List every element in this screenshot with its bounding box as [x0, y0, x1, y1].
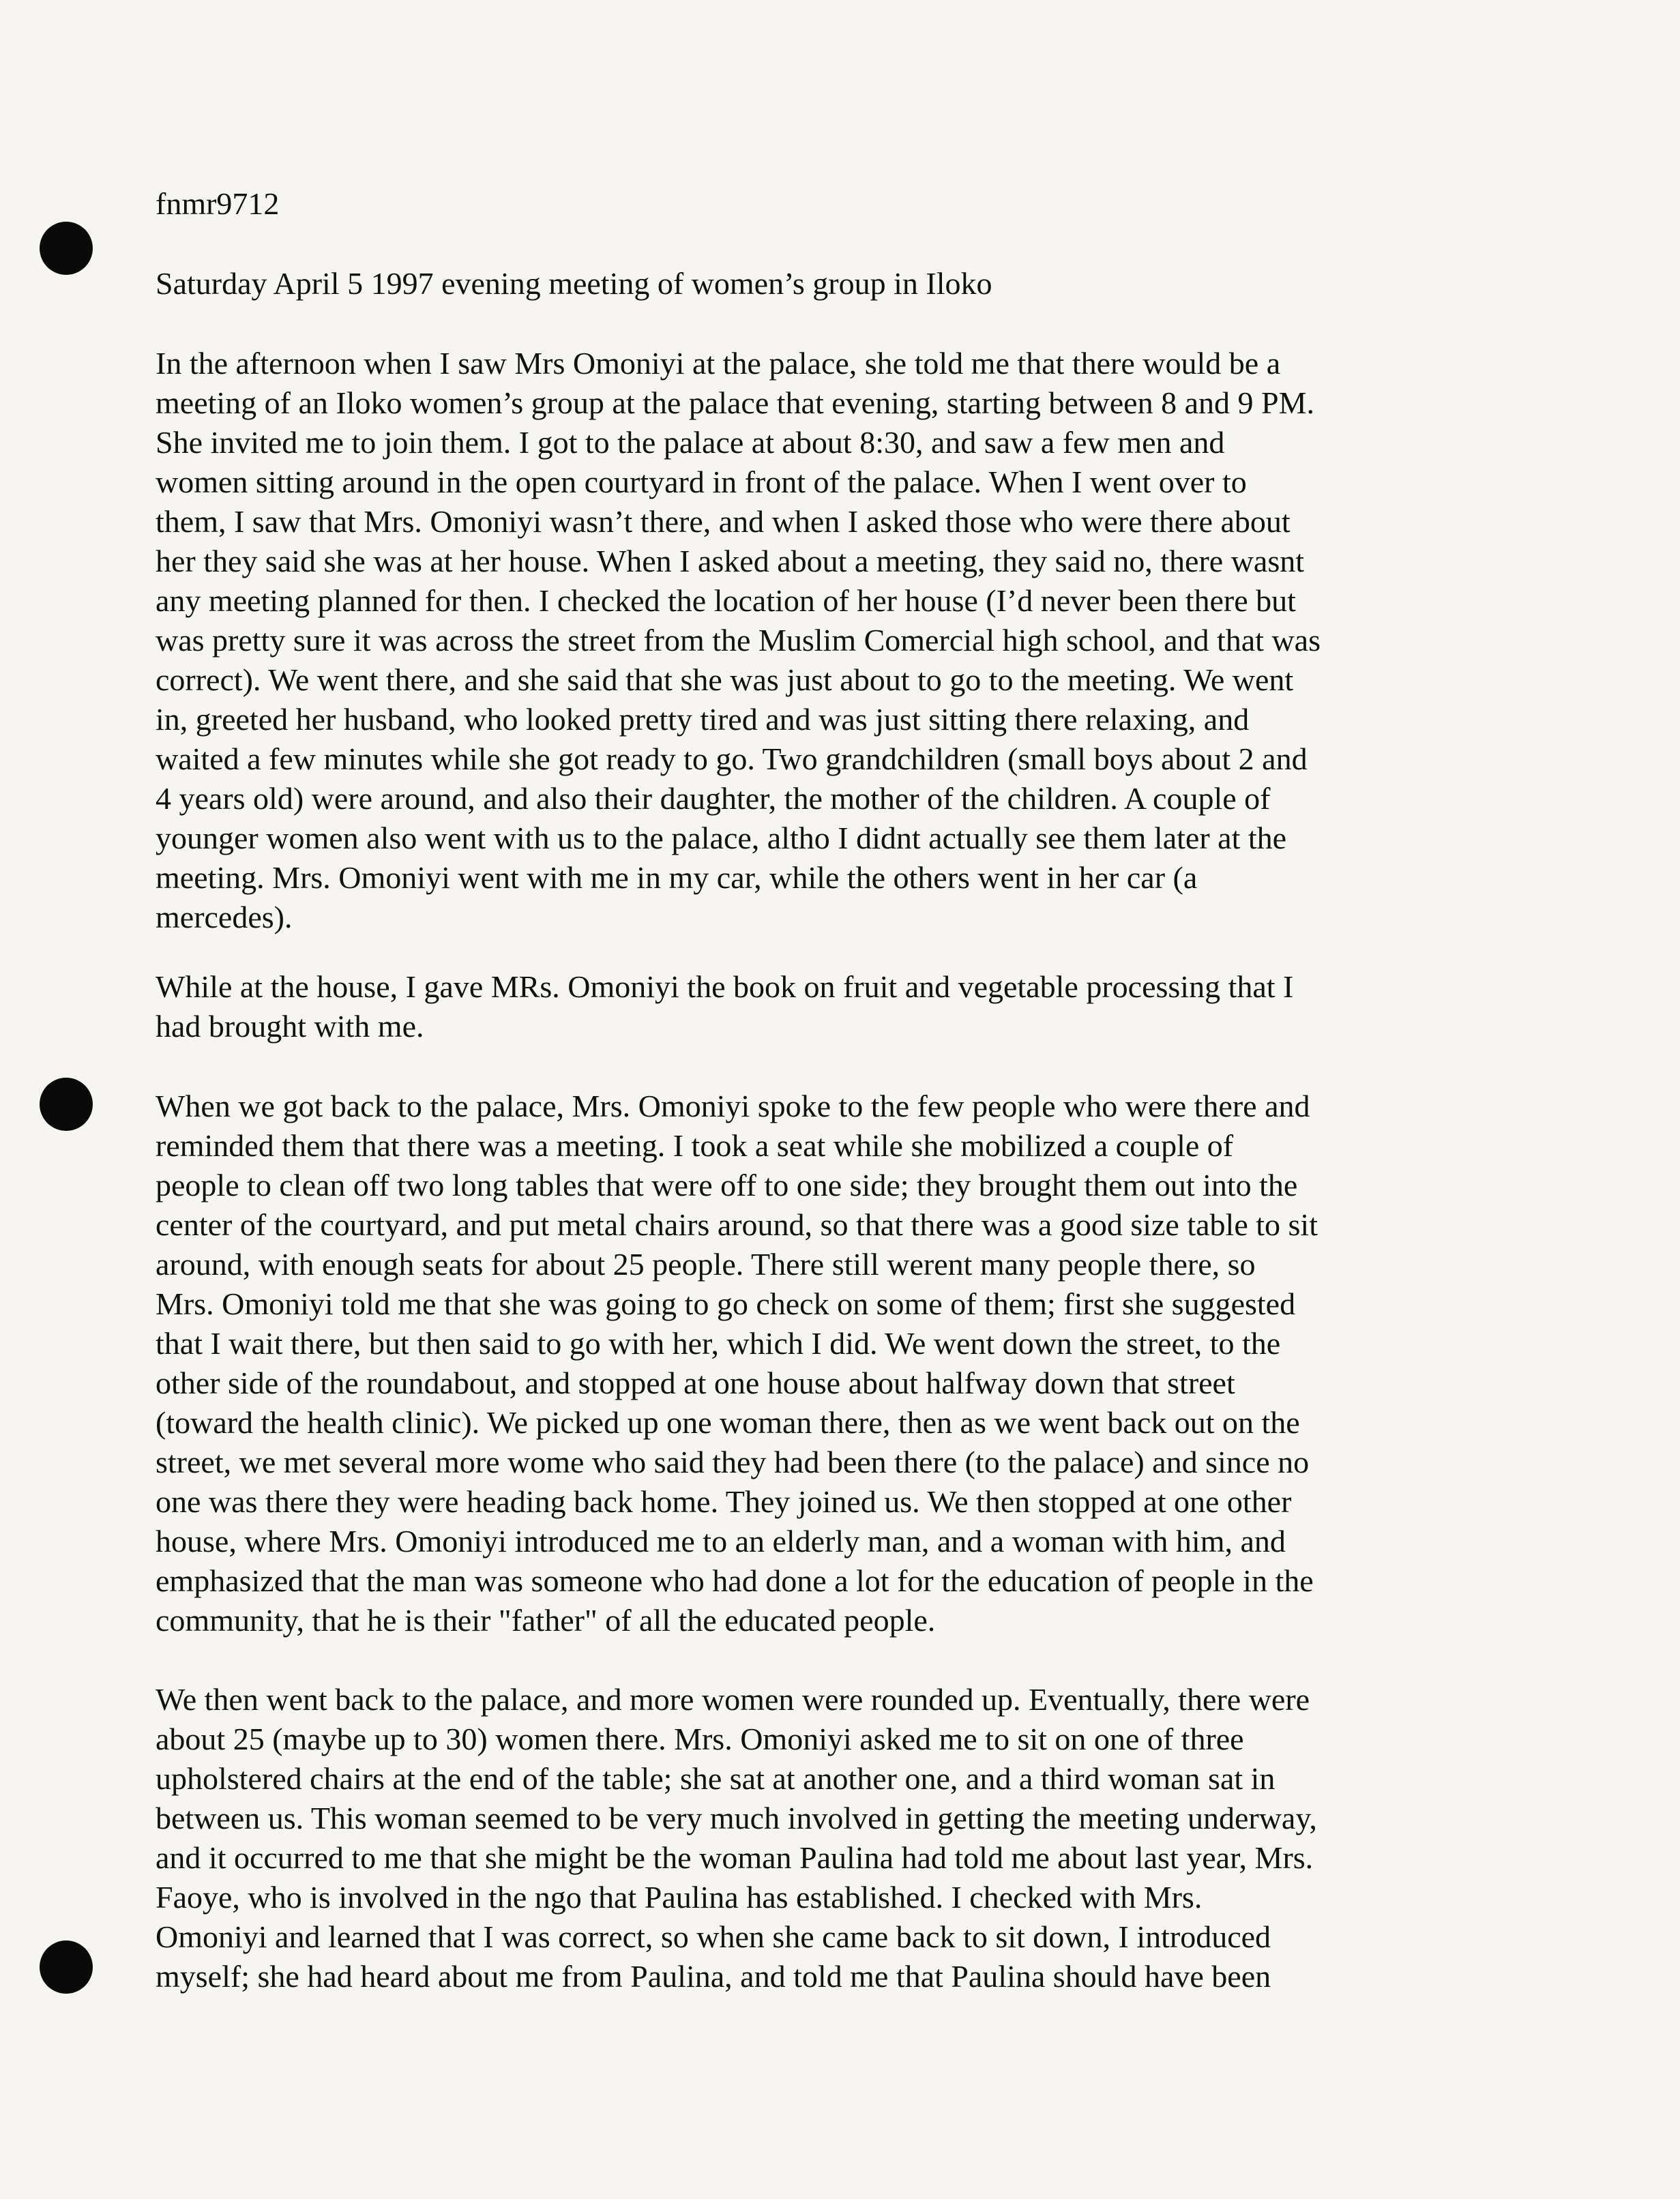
text-line: center of the courtyard, and put metal chairs around, so that there was a good size table to sit	[156, 1207, 1318, 1242]
text-line: them, I saw that Mrs. Omoniyi wasn’t there, and when I asked those who were there about	[156, 504, 1291, 539]
paragraph	[156, 1680, 1317, 1996]
text-line: her they said she was at her house. When I asked about a meeting, they said no, there wasnt	[156, 544, 1305, 578]
paragraph	[156, 344, 1321, 937]
text-line: meeting. Mrs. Omoniyi went with me in my car, while the others went in her car (a	[156, 860, 1198, 895]
text-line: We then went back to the palace, and more women were rounded up. Eventually, there were	[156, 1682, 1310, 1717]
text-line: 4 years old) were around, and also their daughter, the mother of the children. A couple of	[156, 781, 1271, 816]
text-line: around, with enough seats for about 25 people. There still werent many people there, so	[156, 1247, 1256, 1282]
text-line: had brought with me.	[156, 1009, 424, 1044]
text-line: She invited me to join them. I got to the palace at about 8:30, and saw a few men and	[156, 425, 1225, 460]
text-line: younger women also went with us to the palace, altho I didnt actually see them later at the	[156, 821, 1287, 855]
text-line: upholstered chairs at the end of the table; she sat at another one, and a third woman sat in	[156, 1761, 1276, 1796]
text-line: When we got back to the palace, Mrs. Omoniyi spoke to the few people who were there and	[156, 1089, 1310, 1123]
punch-hole	[40, 1940, 93, 1994]
text-line: waited a few minutes while she got ready to go. Two grandchildren (small boys about 2 and	[156, 741, 1308, 776]
text-line: While at the house, I gave MRs. Omoniyi the book on fruit and vegetable processing that I	[156, 969, 1294, 1004]
text-line: Omoniyi and learned that I was correct, so when she came back to sit down, I introduced	[156, 1919, 1271, 1954]
punch-hole	[40, 222, 93, 275]
text-line: meeting of an Iloko women’s group at the palace that evening, starting between 8 and 9 PM.	[156, 385, 1314, 420]
text-line: In the afternoon when I saw Mrs Omoniyi at the palace, she told me that there would be a	[156, 346, 1281, 381]
text-line: correct). We went there, and she said that she was just about to go to the meeting. We went	[156, 662, 1294, 697]
text-line: between us. This woman seemed to be very much involved in getting the meeting underway,	[156, 1801, 1317, 1835]
text-line: community, that he is their "father" of all the educated people.	[156, 1603, 936, 1638]
text-line: Faoye, who is involved in the ngo that Paulina has established. I checked with Mrs.	[156, 1880, 1203, 1915]
text-line: women sitting around in the open courtyard in front of the palace. When I went over to	[156, 464, 1247, 499]
text-line: house, where Mrs. Omoniyi introduced me to an elderly man, and a woman with him, and	[156, 1524, 1286, 1559]
text-line: emphasized that the man was someone who had done a lot for the education of people in the	[156, 1563, 1314, 1598]
text-line: reminded them that there was a meeting. I took a seat while she mobilized a couple of	[156, 1128, 1234, 1163]
text-line: other side of the roundabout, and stopped at one house about halfway down that street	[156, 1366, 1235, 1400]
text-line: myself; she had heard about me from Paulina, and told me that Paulina should have been	[156, 1959, 1271, 1994]
text-line: Mrs. Omoniyi told me that she was going to go check on some of them; first she suggested	[156, 1286, 1296, 1321]
text-line: about 25 (maybe up to 30) women there. Mrs. Omoniyi asked me to sit on one of three	[156, 1722, 1244, 1756]
text-line: mercedes).	[156, 900, 293, 934]
document-heading: Saturday April 5 1997 evening meeting of women’s group in Iloko	[156, 266, 992, 301]
text-line: and it occurred to me that she might be the woman Paulina had told me about last year, Mrs.	[156, 1840, 1314, 1875]
text-line: was pretty sure it was across the street from the Muslim Comercial high school, and that was	[156, 623, 1321, 658]
text-line: any meeting planned for then. I checked the location of her house (I’d never been there but	[156, 583, 1296, 618]
paragraph	[156, 967, 1293, 1046]
text-line: people to clean off two long tables that were off to one side; they brought them out into the	[156, 1168, 1298, 1202]
text-line: in, greeted her husband, who looked pretty tired and was just sitting there relaxing, and	[156, 702, 1250, 737]
text-line: street, we met several more wome who said they had been there (to the palace) and since no	[156, 1445, 1310, 1479]
punch-hole	[40, 1078, 93, 1131]
paragraph	[156, 1087, 1318, 1640]
document-id: fnmr9712	[156, 186, 280, 221]
text-line: that I wait there, but then said to go with her, which I did. We went down the street, to the	[156, 1326, 1281, 1361]
text-line: (toward the health clinic). We picked up one woman there, then as we went back out on the	[156, 1405, 1300, 1440]
text-line: one was there they were heading back home. They joined us. We then stopped at one other	[156, 1484, 1292, 1519]
